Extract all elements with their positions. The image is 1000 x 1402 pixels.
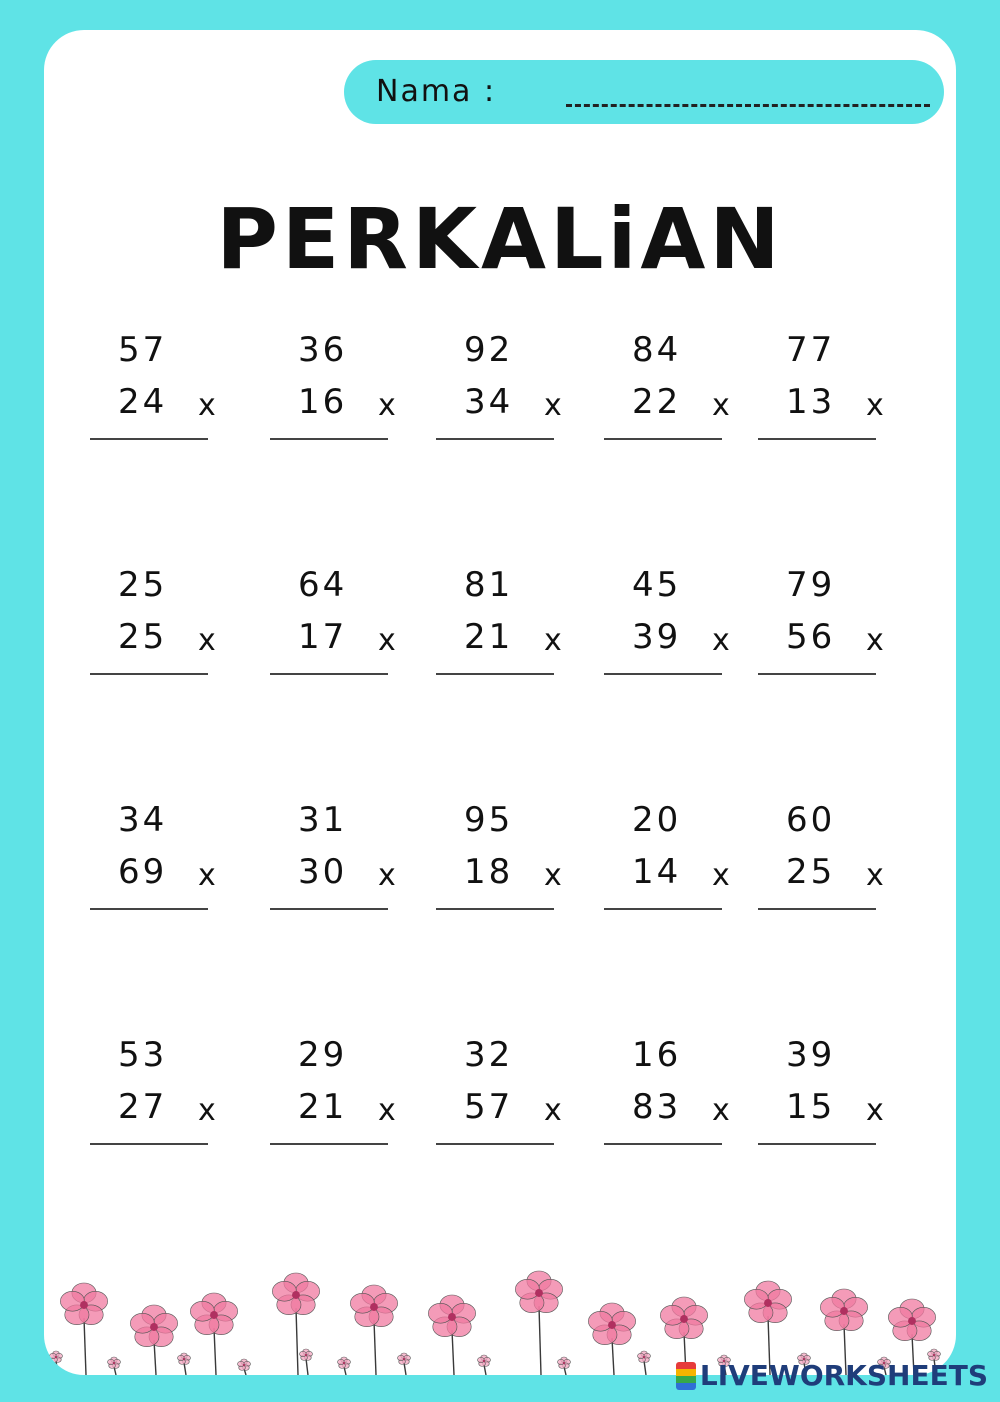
multiplier: 27 — [118, 1087, 168, 1127]
multiplier: 30 — [298, 852, 348, 892]
multiply-operator: x — [712, 388, 730, 423]
flower-icon — [588, 1303, 635, 1375]
multiplication-problem — [604, 1035, 744, 1155]
multiplier: 21 — [298, 1087, 348, 1127]
answer-line[interactable] — [270, 1143, 388, 1145]
multiplicand: 29 — [298, 1035, 348, 1075]
multiplier: 22 — [632, 382, 682, 422]
multiplicand: 16 — [632, 1035, 682, 1075]
answer-line[interactable] — [90, 908, 208, 910]
small-flower-icon — [558, 1357, 571, 1375]
multiplicand: 31 — [298, 800, 348, 840]
flower-icon — [130, 1305, 177, 1375]
multiplication-problem — [436, 1035, 576, 1155]
answer-line[interactable] — [270, 908, 388, 910]
multiplicand: 79 — [786, 565, 836, 605]
multiplication-problem — [436, 800, 576, 920]
small-flower-icon — [300, 1349, 313, 1375]
multiply-operator: x — [198, 1093, 216, 1128]
answer-line[interactable] — [604, 1143, 722, 1145]
multiplication-problem — [758, 565, 898, 685]
answer-line[interactable] — [90, 1143, 208, 1145]
multiplication-problem — [604, 565, 744, 685]
answer-line[interactable] — [758, 673, 876, 675]
flower-icon — [350, 1285, 397, 1375]
multiply-operator: x — [544, 858, 562, 893]
multiply-operator: x — [712, 858, 730, 893]
answer-line[interactable] — [436, 438, 554, 440]
multiplicand: 77 — [786, 330, 836, 370]
answer-line[interactable] — [436, 1143, 554, 1145]
answer-line[interactable] — [270, 673, 388, 675]
answer-line[interactable] — [758, 438, 876, 440]
multiply-operator: x — [198, 388, 216, 423]
small-flower-icon — [178, 1353, 191, 1375]
flower-icon — [60, 1283, 107, 1375]
answer-line[interactable] — [436, 908, 554, 910]
multiplication-problem — [604, 800, 744, 920]
flower-border-decoration — [44, 1255, 956, 1375]
multiply-operator: x — [712, 1093, 730, 1128]
multiply-operator: x — [544, 1093, 562, 1128]
small-flower-icon — [108, 1357, 121, 1375]
multiplication-problem — [758, 1035, 898, 1155]
small-flower-icon — [50, 1351, 63, 1375]
answer-line[interactable] — [604, 673, 722, 675]
multiplier: 56 — [786, 617, 836, 657]
multiplicand: 64 — [298, 565, 348, 605]
multiplier: 34 — [464, 382, 514, 422]
multiply-operator: x — [866, 858, 884, 893]
multiplier: 83 — [632, 1087, 682, 1127]
multiplication-problem — [270, 330, 410, 450]
multiplicand: 45 — [632, 565, 682, 605]
multiplier: 39 — [632, 617, 682, 657]
multiplier: 25 — [118, 617, 168, 657]
flower-icon — [190, 1293, 237, 1375]
multiplier: 14 — [632, 852, 682, 892]
answer-line[interactable] — [90, 438, 208, 440]
multiply-operator: x — [866, 623, 884, 658]
multiplier: 21 — [464, 617, 514, 657]
small-flower-icon — [398, 1353, 411, 1375]
multiplicand: 81 — [464, 565, 514, 605]
multiplicand: 25 — [118, 565, 168, 605]
multiplier: 25 — [786, 852, 836, 892]
logo-text: LIVEWORKSHEETS — [699, 1359, 988, 1392]
multiplicand: 20 — [632, 800, 682, 840]
flower-icon — [428, 1295, 475, 1375]
answer-line[interactable] — [270, 438, 388, 440]
multiply-operator: x — [378, 1093, 396, 1128]
answer-line[interactable] — [604, 908, 722, 910]
multiplication-problem — [436, 565, 576, 685]
multiplier: 13 — [786, 382, 836, 422]
liveworksheets-badge-icon — [676, 1362, 696, 1390]
multiplication-problem — [270, 800, 410, 920]
multiplier: 18 — [464, 852, 514, 892]
answer-line[interactable] — [90, 673, 208, 675]
multiply-operator: x — [544, 388, 562, 423]
multiplicand: 95 — [464, 800, 514, 840]
small-flower-icon — [478, 1355, 491, 1375]
multiplier: 17 — [298, 617, 348, 657]
multiply-operator: x — [378, 858, 396, 893]
multiplicand: 53 — [118, 1035, 168, 1075]
multiplier: 16 — [298, 382, 348, 422]
answer-line[interactable] — [758, 908, 876, 910]
multiplicand: 39 — [786, 1035, 836, 1075]
multiplication-problem — [270, 1035, 410, 1155]
multiplicand: 34 — [118, 800, 168, 840]
answer-line[interactable] — [604, 438, 722, 440]
multiply-operator: x — [544, 623, 562, 658]
multiplicand: 60 — [786, 800, 836, 840]
multiplier: 24 — [118, 382, 168, 422]
multiply-operator: x — [866, 1093, 884, 1128]
multiply-operator: x — [198, 858, 216, 893]
multiplication-problem — [90, 1035, 230, 1155]
worksheet — [44, 30, 956, 1375]
multiplication-problem — [90, 565, 230, 685]
multiplicand: 32 — [464, 1035, 514, 1075]
name-field-bar — [344, 60, 944, 124]
multiplicand: 84 — [632, 330, 682, 370]
multiplier: 69 — [118, 852, 168, 892]
multiplicand: 92 — [464, 330, 514, 370]
multiplier: 15 — [786, 1087, 836, 1127]
multiplication-problem — [758, 330, 898, 450]
multiplication-problem — [436, 330, 576, 450]
multiplicand: 57 — [118, 330, 168, 370]
multiply-operator: x — [712, 623, 730, 658]
name-answer-line[interactable] — [566, 104, 930, 107]
multiplication-problem — [758, 800, 898, 920]
multiplication-problem — [270, 565, 410, 685]
multiply-operator: x — [198, 623, 216, 658]
liveworksheets-logo — [676, 1359, 988, 1392]
answer-line[interactable] — [758, 1143, 876, 1145]
answer-line[interactable] — [436, 673, 554, 675]
small-flower-icon — [338, 1357, 351, 1375]
multiply-operator: x — [866, 388, 884, 423]
flower-icon — [272, 1273, 319, 1375]
multiplication-problem — [604, 330, 744, 450]
name-label: Nama : — [376, 74, 497, 109]
multiplicand: 36 — [298, 330, 348, 370]
multiply-operator: x — [378, 623, 396, 658]
small-flower-icon — [638, 1351, 651, 1375]
flower-icon — [515, 1271, 562, 1375]
multiplier: 57 — [464, 1087, 514, 1127]
multiply-operator: x — [378, 388, 396, 423]
multiplication-problem — [90, 330, 230, 450]
multiplication-problem — [90, 800, 230, 920]
small-flower-icon — [238, 1359, 251, 1375]
page-title: PERKALiAN — [216, 190, 784, 288]
